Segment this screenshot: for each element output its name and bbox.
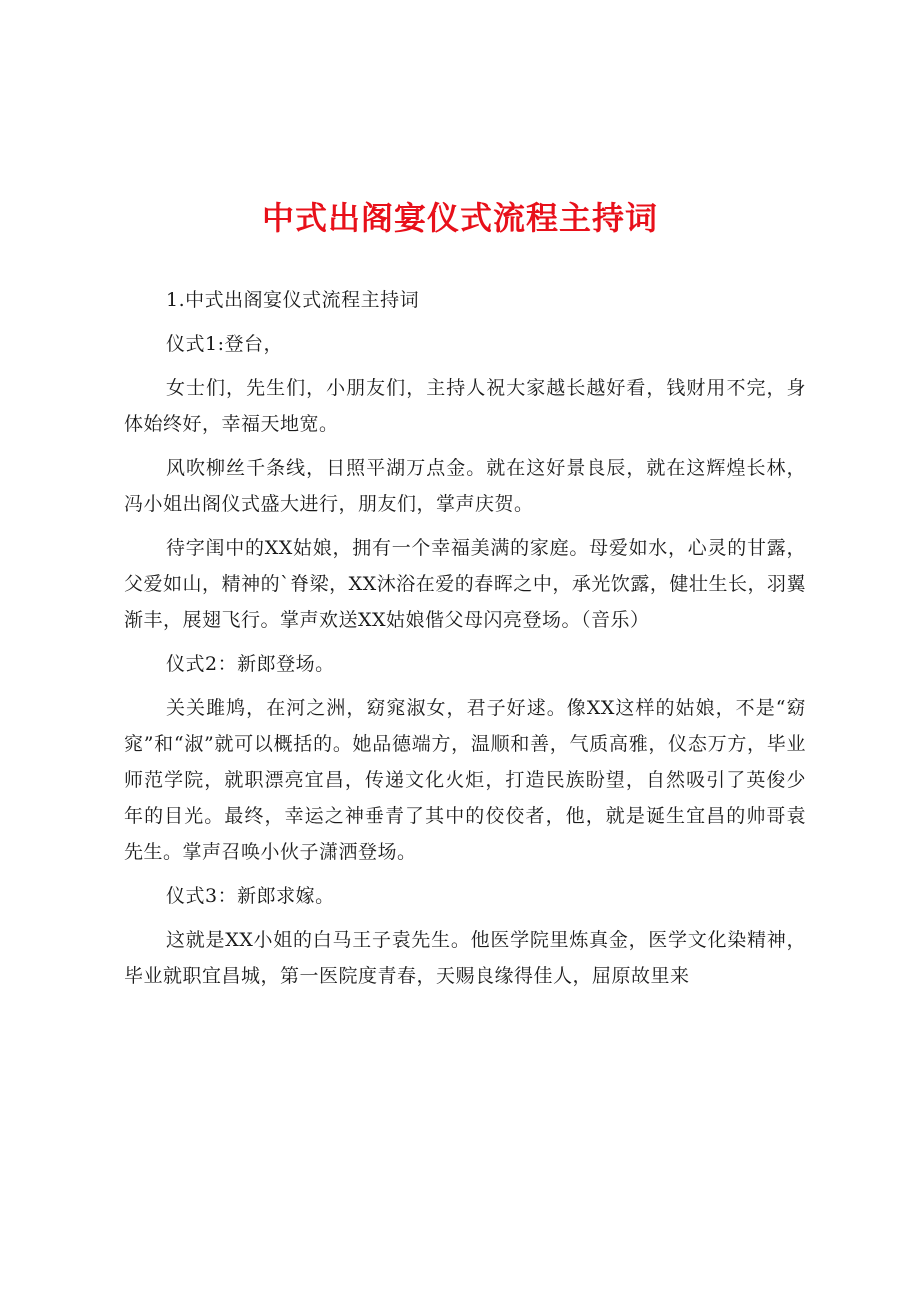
- paragraph-heading: 1.中式出阁宴仪式流程主持词: [166, 289, 420, 311]
- paragraph-groom-intro: 关关雎鸠，在河之洲，窈窕淑女，君子好逑。像XX这样的姑娘，不是“窈窕”和“淑”就可以概括的。她品德端方，温顺和善，气质高雅，仪态万方，毕业师范学院，就职漂亮宜昌，传递文化火炬，打造民族盼望，自然吸引了英俊少年的目光。最终，幸运之神垂青了其中的佼佼者，他，就是诞生宜昌的帅哥袁先生。掌声召唤小伙子潇洒登场。: [124, 697, 806, 863]
- paragraph-bride-intro: 待字闺中的XX姑娘，拥有一个幸福美满的家庭。母爱如水，心灵的甘露，父爱如山，精神的`脊梁，XX沐浴在爱的春晖之中，承光饮露，健壮生长，羽翼渐丰，展翅飞行。掌声欢送XX姑娘偕父母闪亮登场。（音乐）: [124, 537, 806, 631]
- paragraph-ceremony-1: 仪式1:登台，: [166, 333, 283, 355]
- paragraph-greeting: 女士们，先生们，小朋友们，主持人祝大家越长越好看，钱财用不完，身体始终好，幸福天地宽。: [124, 377, 806, 435]
- document-body: [124, 282, 806, 994]
- paragraph-ceremony-3: 仪式3：新郎求嫁。: [166, 885, 335, 907]
- paragraph-proposal: 这就是XX小姐的白马王子袁先生。他医学院里炼真金，医学文化染精神，毕业就职宜昌城，第一医院度青春，天赐良缘得佳人，屈原故里来: [124, 929, 806, 987]
- paragraph-ceremony-2: 仪式2：新郎登场。: [166, 653, 335, 675]
- paragraph-opening: 风吹柳丝千条线，日照平湖万点金。就在这好景良辰，就在这辉煌长林，冯小姐出阁仪式盛大进行，朋友们，掌声庆贺。: [124, 457, 806, 515]
- document-title: 中式出阁宴仪式流程主持词: [261, 199, 658, 237]
